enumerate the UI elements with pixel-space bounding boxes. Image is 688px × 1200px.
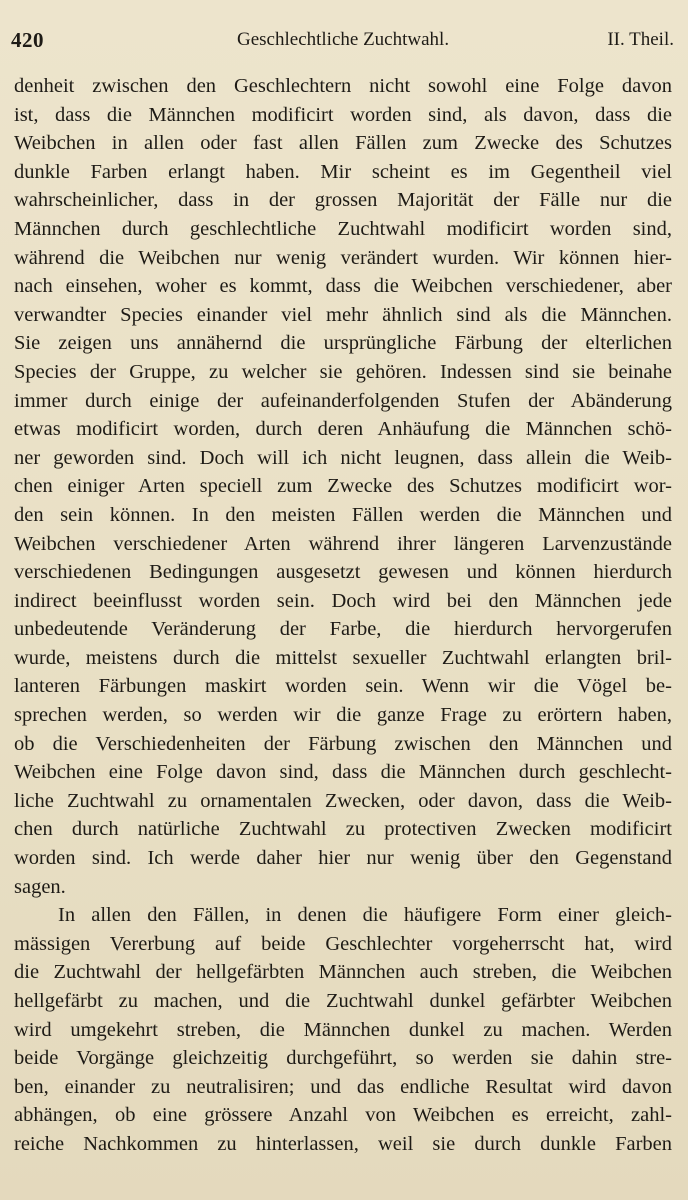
text-line: liche Zuchtwahl zu ornamentalen Zwecken, oder davon, dass die Weib- <box>14 789 672 812</box>
text-line: lanteren Färbungen maskirt worden sein. Wenn wir die Vögel be- <box>14 675 672 698</box>
text-line: sprechen werden, so werden wir die ganze Frage zu erörtern haben, <box>14 704 672 727</box>
text-line: ist, dass die Männchen modificirt worden sind, als davon, dass die <box>14 103 672 126</box>
part-label: II. Theil. <box>607 29 674 50</box>
page-number: 420 <box>11 28 44 52</box>
text-line: dunkle Farben erlangt haben. Mir scheint es im Gegentheil viel <box>14 160 672 183</box>
running-title: Geschlechtliche Zuchtwahl. <box>237 29 450 50</box>
text-line: beide Vorgänge gleichzeitig durchgeführt, so werden sie dahin stre- <box>14 1047 672 1070</box>
text-line: immer durch einige der aufeinanderfolgenden Stufen der Abänderung <box>14 389 672 412</box>
text-line: unbedeutende Veränderung der Farbe, die hierdurch hervorgerufen <box>14 618 672 641</box>
text-line: chen durch natürliche Zuchtwahl zu protectiven Zwecken modificirt <box>14 818 672 841</box>
text-line: während die Weibchen nur wenig verändert wurden. Wir können hier- <box>14 246 672 269</box>
text-line: Species der Gruppe, zu welcher sie gehören. Indessen sind sie beinahe <box>14 360 672 383</box>
text-line: abhängen, ob eine grössere Anzahl von Weibchen es erreicht, zahl- <box>14 1104 672 1127</box>
text-line: denheit zwischen den Geschlechtern nicht sowohl eine Folge davon <box>14 75 672 97</box>
text-line: reiche Nachkommen zu hinterlassen, weil sie durch dunkle Farben <box>14 1132 672 1155</box>
text-line: wahrscheinlicher, dass in der grossen Majorität der Fälle nur die <box>14 189 672 212</box>
text-line: ner geworden sind. Doch will ich nicht leugnen, dass allein die Weib- <box>14 446 672 469</box>
text-line: Weibchen eine Folge davon sind, dass die Männchen durch geschlecht- <box>14 761 672 784</box>
paragraph <box>14 901 672 1158</box>
text-line: ob die Verschiedenheiten der Färbung zwischen den Männchen und <box>14 732 672 755</box>
text-line: worden sind. Ich werde daher hier nur wenig über den Gegenstand <box>14 847 672 870</box>
text-line: verschiedenen Bedingungen ausgesetzt gewesen und können hierdurch <box>14 561 672 584</box>
text-line: sagen. <box>14 875 66 898</box>
text-line: ben, einander zu neutralisiren; und das endliche Resultat wird davon <box>14 1075 672 1098</box>
body-text <box>14 72 672 1159</box>
text-line: In allen den Fällen, in denen die häufigere Form einer gleich- <box>58 904 672 927</box>
text-line: wird umgekehrt streben, die Männchen dunkel zu machen. Werden <box>14 1018 672 1041</box>
text-line: Weibchen in allen oder fast allen Fällen zum Zwecke des Schutzes <box>14 132 672 155</box>
text-line: den sein können. In den meisten Fällen werden die Männchen und <box>14 503 672 526</box>
text-line: Sie zeigen uns annähernd die ursprüngliche Färbung der elterlichen <box>14 332 672 355</box>
text-line: etwas modificirt worden, durch deren Anhäufung die Männchen schö- <box>14 418 672 441</box>
text-line: wurde, meistens durch die mittelst sexueller Zuchtwahl erlangten bril- <box>14 646 672 669</box>
text-line: verwandter Species einander viel mehr ähnlich sind als die Männchen. <box>14 303 672 326</box>
text-line: indirect beeinflusst worden sein. Doch wird bei den Männchen jede <box>14 589 672 612</box>
text-line: Weibchen verschiedener Arten während ihrer längeren Larvenzustände <box>14 532 672 555</box>
text-line: nach einsehen, woher es kommt, dass die Weibchen verschiedener, aber <box>14 275 672 298</box>
text-line: hellgefärbt zu machen, und die Zuchtwahl dunkel gefärbter Weibchen <box>14 990 672 1012</box>
paragraph <box>14 72 672 901</box>
text-line: mässigen Vererbung auf beide Geschlechter vorgeherrscht hat, wird <box>14 932 672 955</box>
running-head <box>0 28 688 52</box>
text-line: die Zuchtwahl der hellgefärbten Männchen auch streben, die Weibchen <box>14 961 672 984</box>
text-line: chen einiger Arten speciell zum Zwecke des Schutzes modificirt wor- <box>14 475 672 498</box>
text-line: Männchen durch geschlechtliche Zuchtwahl modificirt worden sind, <box>14 217 672 240</box>
